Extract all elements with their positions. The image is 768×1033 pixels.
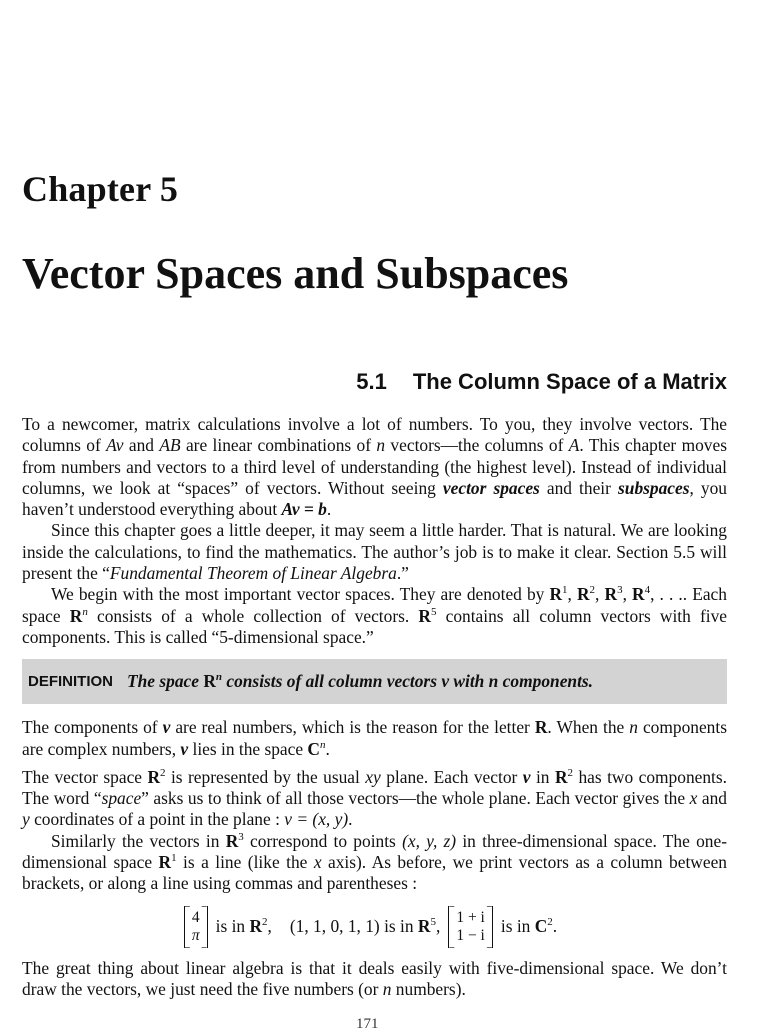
text-run: . When the (547, 717, 630, 738)
symbol-r: R (158, 852, 172, 873)
symbol-r: R (225, 830, 239, 851)
symbol-r: R (69, 605, 83, 626)
vector-entry: 4 (191, 908, 200, 926)
text-run: lies in the space (188, 738, 308, 759)
math-v: v (162, 717, 171, 738)
display-equation (22, 904, 727, 950)
text-run: . (325, 738, 330, 759)
text-run: Since this chapter goes a little deeper, it may seem a little harder. That is natural. We are looking inside the calculations, to find the mathematics. The author’s job is to make it clear. Section 5.5 will present the “ (22, 520, 727, 584)
text-run: , you haven’t understood everything about (22, 477, 727, 520)
math-n: n (629, 717, 638, 738)
paragraph-deeper (22, 520, 727, 584)
symbol-r: R (249, 915, 263, 936)
section-title: The Column Space of a Matrix (412, 369, 727, 394)
text-run: The components of (22, 717, 163, 738)
superscript: n (82, 605, 88, 618)
text-run: is a line (like the (176, 852, 314, 873)
emphasis-subspaces: subspaces (618, 477, 690, 498)
chapter-label: Chapter 5 (22, 169, 179, 209)
text-run: is in (500, 915, 535, 936)
superscript: 1 (562, 584, 568, 597)
math-v: v (180, 738, 189, 759)
superscript: 3 (617, 584, 623, 597)
math-av-equals-b: Av = b (281, 499, 327, 520)
symbol-r: R (604, 584, 618, 605)
text-run: is represented by the usual (165, 766, 366, 787)
text-run: plane. Each vector (380, 766, 523, 787)
text-run: is in (379, 915, 418, 936)
paragraph-r3-points (22, 831, 727, 895)
symbol-r: R (418, 605, 431, 626)
symbol-r: R (554, 766, 568, 787)
math-xy: xy (365, 766, 381, 787)
paragraph-rn-spaces: We begin with the most important vector spaces. They are denoted by $R^1$, $R^2$, $R^3$, $R^4$, . . .. Each space $R^n$ consists of a whole collection of vectors. $R^5$ contains all column vectors with five components. This is called “5-dimensional space.” (22, 584, 727, 647)
superscript: 5 (430, 605, 437, 618)
text-run: . This chapter moves from numbers and vectors to a third level of understanding (the highest level). Instead of individual columns, we look at “spaces” of vectors. Without seeing (22, 435, 727, 498)
symbol-c: C (534, 915, 548, 936)
display-text (216, 916, 441, 937)
text-run: is in (215, 915, 250, 936)
text-run: and (123, 435, 160, 456)
text-run: ” asks us to think of all those vectors—the whole plane. Each vector gives the (141, 788, 690, 809)
book-page (22, 0, 727, 1032)
math-n: n (382, 978, 392, 999)
text-run: axis). As before, we print vectors as a column between brackets, or along a line using commas and parentheses : (22, 852, 727, 894)
math-v: v (522, 766, 531, 787)
text-run: consists of a whole collection of vectors. (87, 605, 419, 626)
vector-entry: 1 + i (456, 908, 485, 926)
text-run: .” (396, 563, 409, 584)
math-a: A (568, 435, 580, 456)
text-run: correspond to points (243, 830, 403, 851)
math-ab: AB (159, 435, 181, 456)
superscript: n (215, 671, 222, 684)
column-vector-4-pi (184, 906, 208, 948)
superscript: 3 (238, 830, 244, 843)
symbol-r: R (203, 671, 216, 692)
emphasis-space: space (101, 788, 142, 809)
paragraph-intro (22, 414, 727, 520)
symbol-c: C (307, 738, 320, 759)
text-run: vectors—the columns of (385, 435, 569, 456)
text-run: components are complex numbers, (22, 717, 727, 759)
superscript: 2 (547, 915, 553, 928)
text-run: has two components. The word “ (22, 766, 727, 809)
paragraph-components (22, 717, 727, 760)
superscript: 2 (567, 766, 573, 779)
text-run: The great thing about linear algebra is that it deals easily with five-dimensional space. We don’t draw the vectors, we just need the five numbers (or (22, 957, 727, 999)
superscript: 2 (160, 766, 166, 779)
text-run: coordinates of a point in the plane : (29, 809, 285, 830)
text-run: . (348, 809, 353, 830)
math-av: Av (106, 435, 124, 456)
superscript: 2 (589, 584, 596, 597)
text-run: , (435, 915, 441, 936)
text-run: We begin with the most important vector spaces. They are denoted by (51, 584, 550, 605)
text-run: . (552, 915, 558, 936)
superscript: n (319, 738, 326, 751)
vector-entry: π (191, 926, 200, 944)
math-x: x (313, 852, 322, 873)
column-vector-complex (448, 906, 493, 948)
text-run: , . . .. Each space (22, 584, 727, 626)
chapter-title: Vector Spaces and Subspaces (22, 249, 569, 298)
math-y: y (22, 809, 30, 830)
math-x: x (689, 788, 698, 809)
section-heading (356, 369, 727, 395)
text-run: and (697, 788, 727, 809)
text-run: numbers). (391, 978, 466, 999)
symbol-r: R (632, 584, 645, 605)
definition-tag: DEFINITION (28, 673, 113, 691)
body-text (22, 414, 727, 1000)
paragraph-r2-plane (22, 767, 727, 831)
text-run: and their (539, 477, 618, 498)
definition-text (127, 671, 593, 692)
text-run: Similarly the vectors in (51, 830, 226, 851)
display-text (501, 916, 557, 937)
math-xyz: (x, y, z) (402, 830, 457, 851)
text-run: consists of all column vectors v with n components. (222, 671, 594, 692)
emphasis-fundamental-theorem: Fundamental Theorem of Linear Algebra (109, 563, 397, 584)
emphasis-vector-spaces: vector spaces (442, 477, 540, 498)
math-n: n (376, 435, 386, 456)
symbol-r: R (417, 915, 431, 936)
section-number: 5.1 (356, 369, 387, 394)
text-run: in three-dimensional space. The one-dimensional space (22, 830, 727, 873)
math-v-equals-xy: v = (x, y) (284, 809, 349, 830)
superscript: 4 (644, 584, 651, 597)
superscript: 5 (430, 915, 436, 928)
text-run: To a newcomer, matrix calculations involve a lot of numbers. To you, they involve vectors. The columns of (22, 414, 727, 456)
paragraph-five-dimensional (22, 958, 727, 1001)
spacer (22, 760, 727, 767)
text-run: The space (127, 671, 204, 692)
symbol-r: R (576, 584, 590, 605)
symbol-r: R (534, 717, 548, 738)
tuple-r5: (1, 1, 0, 1, 1) (289, 915, 380, 936)
text-run: . (326, 499, 332, 520)
text-run: are linear combinations of (180, 435, 377, 456)
page-number: 171 (356, 1016, 379, 1032)
text-run: The vector space (22, 766, 148, 787)
vector-entry: 1 − i (456, 926, 485, 944)
text-run: are real numbers, which is the reason for the letter (170, 717, 535, 738)
superscript: 2 (262, 915, 268, 928)
definition-box (22, 659, 727, 704)
text-run: , (267, 915, 272, 936)
symbol-r: R (147, 766, 161, 787)
superscript: 1 (171, 852, 177, 865)
text-run: contains all column vectors with five components. This is called “5-dimensional space.” (22, 605, 727, 647)
text-run: in (530, 766, 555, 787)
symbol-r: R (549, 584, 563, 605)
